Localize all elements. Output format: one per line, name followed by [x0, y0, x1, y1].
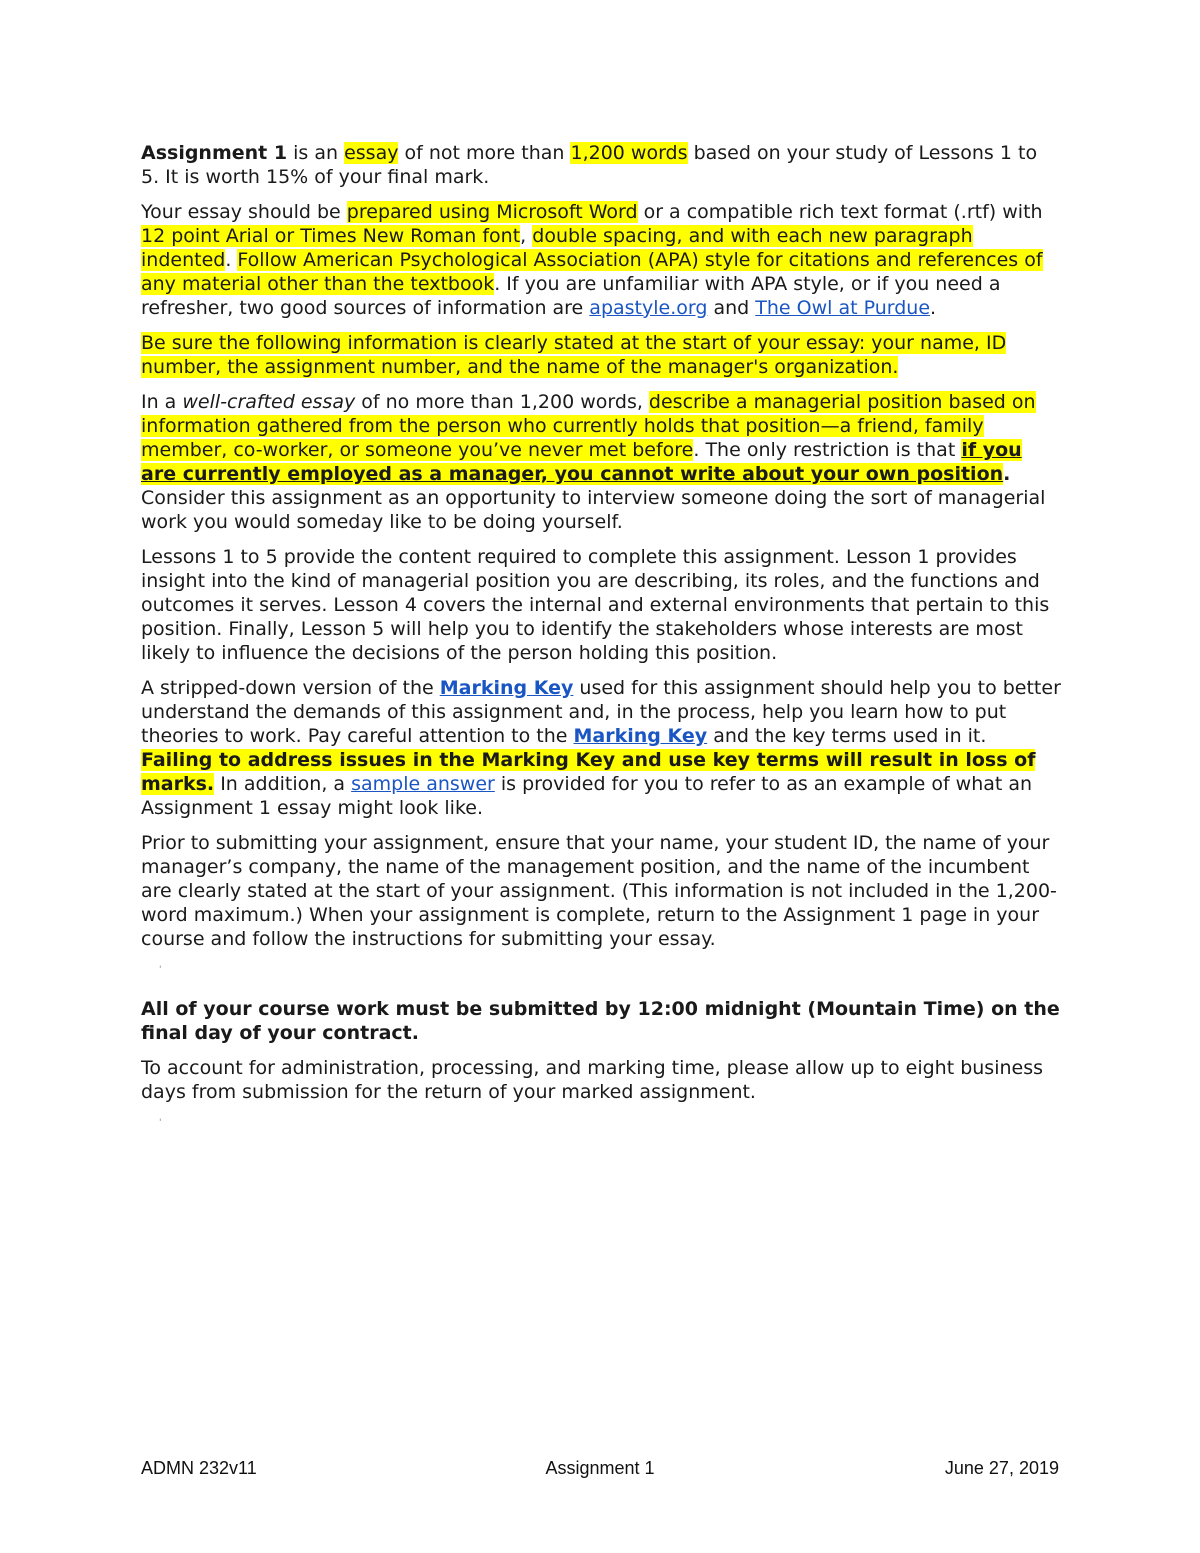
text-run: . [930, 297, 937, 319]
paragraph-mark: ' [159, 965, 162, 975]
task-paragraph [141, 390, 1061, 534]
text-run: and [707, 297, 756, 319]
text-run: is provided for you to refer to as an example of what an Assignment 1 essay might look like. [141, 773, 1033, 819]
text-run: is an [287, 142, 345, 164]
highlight-info-requirement: Be sure the following information is clearly stated at the start of your essay: your name, ID number, the assignment number, and the name of the manager's organization. [141, 332, 1007, 378]
lessons-paragraph [141, 545, 1061, 665]
text-run: or a compatible rich text format (.rtf) with [637, 201, 1043, 223]
submission-paragraph [141, 831, 1061, 951]
highlight-apa: Follow American Psychological Association (APA) style for citations and references of any material other than the textbook [141, 249, 1043, 295]
text-run: . [225, 249, 238, 271]
intro-paragraph [141, 141, 1061, 189]
paragraph-mark: ' [159, 1118, 162, 1128]
text-run: used for this assignment should help you to better understand the demands of this assignment and, in the process, help you learn how to put theories to work. Pay careful attention to the [141, 677, 1061, 747]
apastyle-link[interactable]: apastyle.org [589, 297, 708, 319]
highlight-spacing: double spacing, and with each new paragraph indented [141, 225, 973, 271]
assignment-body [141, 141, 1061, 1150]
assignment-label: Assignment 1 [141, 142, 288, 164]
marking-key-link[interactable]: Marking Key [439, 677, 574, 699]
text-run: of no more than 1,200 words, [355, 391, 649, 413]
highlight-word: prepared using Microsoft Word [346, 201, 638, 223]
highlight-restriction: if you are currently employed as a manager, you cannot write about your own position [141, 439, 1022, 485]
text-run: In a [141, 391, 183, 413]
text-run: Prior to submitting your assignment, ensure that your name, your student ID, the name of your manager’s company, the name of the management position, and the name of the incumbent are clearly stated at the start of your assignment. (This information is not included in the 1,200-word maximum.) When your assignment is complete, return to the Assignment 1 page in your course and follow the instructions for submitting your essay. [141, 832, 1057, 950]
text-run: Lessons 1 to 5 provide the content required to complete this assignment. Lesson 1 provides insight into the kind of managerial position you are describing, its roles, and the functions and outcomes it serves. Lesson 4 covers the internal and external environments that pertain to this position. Finally, Lesson 5 will help you to identify the stakeholders whose interests are most likely to influence the decisions of the person holding this position. [141, 546, 1050, 664]
footer-date: June 27, 2019 [944, 1458, 1059, 1478]
text-run: and the key terms used in it. [707, 725, 987, 747]
marking-key-link-2[interactable]: Marking Key [573, 725, 708, 747]
text-run: of not more than [398, 142, 571, 164]
highlight-describe-position: describe a managerial position based on information gathered from the person who currently holds that position—a friend, family member, co-worker, or someone you’ve never met before [141, 391, 1036, 461]
footer-course-code: ADMN 232v11 [141, 1458, 257, 1478]
owl-purdue-link[interactable]: The Owl at Purdue [755, 297, 931, 319]
text-run: . If you are unfamiliar with APA style, or if you need a refresher, two good sources of information are [141, 273, 1001, 319]
well-crafted-essay: well-crafted essay [182, 391, 356, 413]
formatting-paragraph [141, 200, 1061, 320]
text-run: A stripped-down version of the [141, 677, 440, 699]
text-run: . [1003, 463, 1011, 485]
empty-paragraph [141, 1115, 1061, 1139]
highlight-loss-of-marks: Failing to address issues in the Marking Key and use key terms will result in loss of marks. [141, 749, 1036, 795]
text-run: In addition, a [214, 773, 352, 795]
info-requirement-paragraph [141, 331, 1061, 379]
marking-key-paragraph [141, 676, 1061, 820]
sample-answer-link[interactable]: sample answer [351, 773, 495, 795]
text-run: based on your study of Lessons 1 to 5. It is worth 15% of your final mark. [141, 142, 1038, 188]
empty-paragraph [141, 962, 1061, 986]
deadline-heading: All of your course work must be submitted by 12:00 midnight (Mountain Time) on the final day of your contract. [141, 998, 1060, 1044]
footer-assignment-title: Assignment 1 [545, 1458, 655, 1478]
text-run: , [520, 225, 533, 247]
text-run: Consider this assignment as an opportunity to interview someone doing the sort of managerial work you would someday like to be doing yourself. [141, 487, 1046, 533]
highlight-font: 12 point Arial or Times New Roman font [141, 225, 521, 247]
highlight-word-limit: 1,200 words [570, 142, 688, 164]
page-footer [141, 1458, 1059, 1484]
text-run: Your essay should be [141, 201, 347, 223]
text-run: . The only restriction is that [693, 439, 962, 461]
highlight-essay: essay [344, 142, 399, 164]
return-time-paragraph: To account for administration, processing, and marking time, please allow up to eight business days from submission for the return of your marked assignment. [141, 1057, 1044, 1103]
